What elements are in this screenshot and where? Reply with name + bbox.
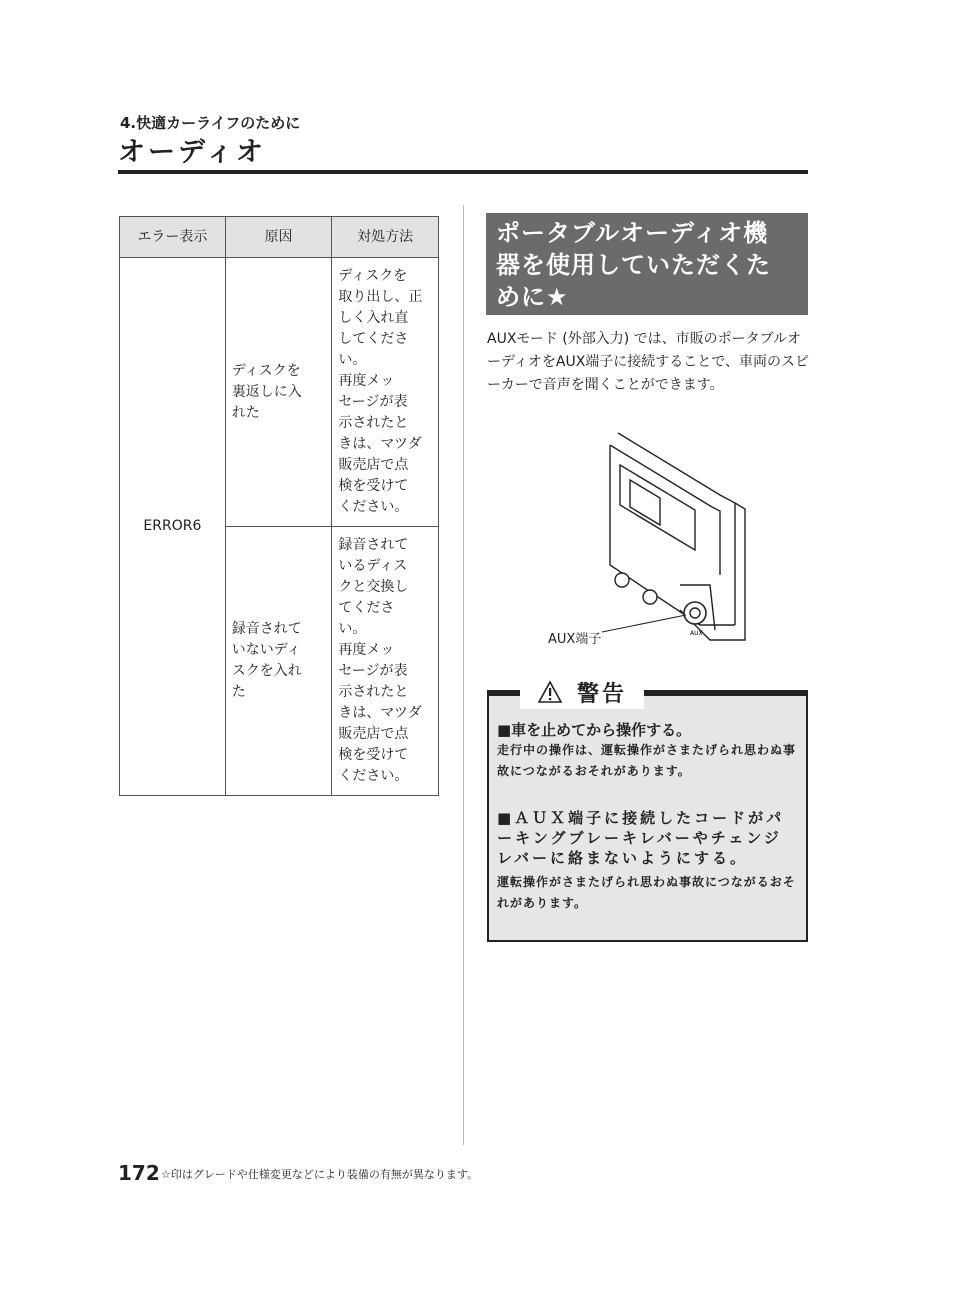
warning-text: 走行中の操作は、運転操作がさまたげられ思わぬ事故につながるおそれがあります。 (497, 743, 797, 778)
cause-cell (225, 258, 332, 527)
knob-right (643, 590, 657, 604)
error-table (119, 216, 439, 796)
aux-jack-label: AUX (690, 630, 703, 637)
header-cause: 原因 (225, 217, 332, 258)
error-code: ERROR6 (120, 258, 226, 796)
aux-terminal-label: AUX端子 (548, 632, 602, 647)
remedy-cell (332, 527, 439, 796)
header-error-display: エラー表示 (120, 217, 226, 258)
leader-line (602, 615, 686, 632)
warning-triangle-icon (537, 680, 563, 704)
cause-text: 録音されて いないディ スクを入れ た (231, 621, 302, 700)
header-rule (118, 170, 808, 174)
warning-box (487, 690, 808, 942)
section-heading-text: ポータブルオーディオ機 器を使用していただくた めに★ (496, 219, 771, 311)
remedy-cell (332, 258, 439, 527)
section-heading-box (486, 213, 808, 315)
table-header-row (120, 217, 439, 258)
table-row (120, 258, 439, 527)
warning-tab (520, 675, 644, 709)
warning-title: 警告 (576, 681, 627, 707)
remedy-text: ディスクを 取り出し、正 しく入れ直 してくださ い。 再度メッ セージが表 示されたと きは、マツダ 販売店で点 検を受けて ください。 (338, 268, 423, 515)
warning-text: 運転操作がさまたげられ思わぬ事故につながるおそれがあります。 (497, 875, 796, 910)
warning-heading: ■ＡＵＸ端子に接続したコードがパーキングブレーキレバーやチェンジレバーに絡まないようにする。 (497, 809, 785, 867)
cause-text: ディスクを 裏返しに入 れた (231, 362, 302, 421)
chapter-title: 4.快適カーライフのために (120, 114, 301, 132)
warning-item-1 (497, 720, 799, 782)
section-title: オーディオ (118, 137, 266, 168)
panel-outline (618, 433, 735, 625)
intro-paragraph: AUXモード (外部入力) では、市販のポータブルオーディオをAUX端子に接続することで、車両のスピーカーで音声を聞くことができます。 (487, 331, 810, 393)
panel-lower-edge (610, 445, 735, 625)
aux-jack-inner (690, 608, 700, 618)
panel-inner-edge (610, 445, 720, 575)
page-number: 172 (118, 1161, 160, 1185)
footer-note: ☆印はグレードや仕様変更などにより装備の有無が異なります。 (161, 1168, 478, 1181)
aux-figure (540, 425, 810, 655)
cause-cell (225, 527, 332, 796)
remedy-text: 録音されて いるディス クと交換し てくださ い。 再度メッ セージが表 示されたと きは、マツダ 販売店で点 検を受けて ください。 (338, 537, 422, 784)
warning-item-2 (497, 808, 799, 914)
warning-heading: ■車を止めてから操作する。 (497, 721, 692, 739)
column-divider (463, 205, 464, 1145)
header-remedy: 対処方法 (332, 217, 439, 258)
knob-left (615, 573, 629, 587)
